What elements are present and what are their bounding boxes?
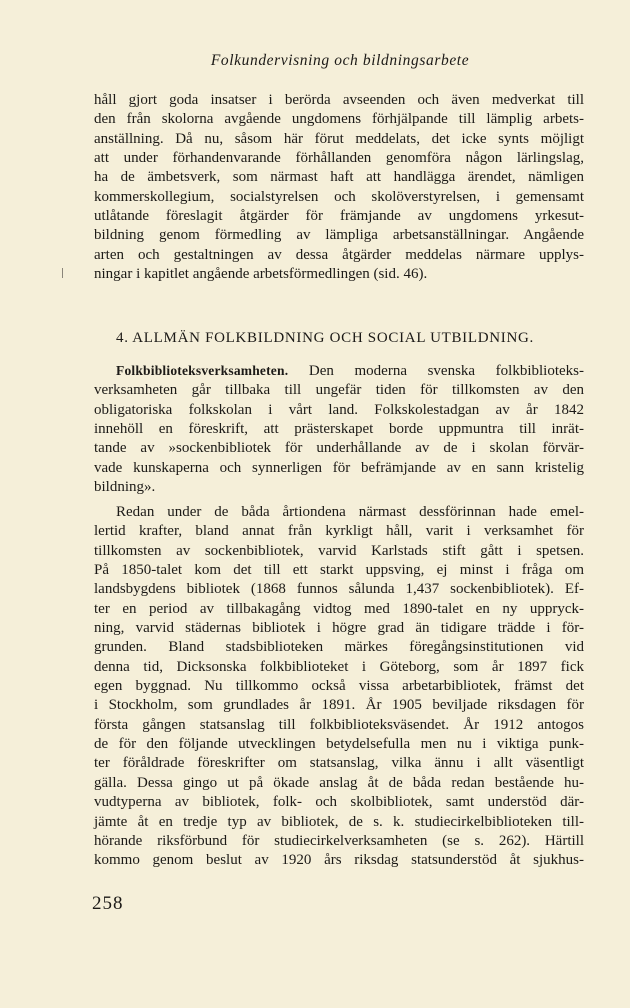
text-line: innehöll en föreskrift, att prästerskapet borde uppmuntra till inrät- [94,421,584,438]
paragraph-2 [94,361,584,497]
text-line: kommo genom beslut av 1920 års riksdag statsunderstöd åt sjukhus- [94,852,584,869]
text-line: verksamheten går tillbaka till ungefär tiden för tillkomsten av den [94,382,584,399]
text-line: kommerskollegium, socialstyrelsen och skolöverstyrelsen, i gemensamt [94,188,584,205]
running-head: Folkundervisning och bildningsarbete [210,52,470,69]
paragraph-lead-heading: Folkbiblioteksverksamheten. [116,363,289,378]
text-line: anställning. Då nu, såsom här förut meddelats, det icke synts möjligt [94,130,584,147]
text-line: ning, varvid städernas bibliotek i högre grad än tidigare trädde i för- [94,620,584,637]
text-line: håll gjort goda insatser i berörda avseenden och även medverkat till [94,92,584,108]
margin-mark [62,268,63,278]
text-line: bildning genom förmedling av lämpliga arbetsanställningar. Angående [94,227,584,244]
text-line: tande av »sockenbibliotek för underhållande av de i skolan förvär- [94,440,584,457]
page-number: 258 [92,893,124,914]
paragraph-3 [94,503,584,871]
text-line: tillkomsten av sockenbibliotek, varvid Karlstads stift gått i spetsen. [94,542,584,559]
text-line: obligatoriska folkskolan i vårt land. Folkskolestadgan av år 1842 [94,401,584,418]
paragraph-1 [94,91,584,284]
text-line: utlåtande föreslagit åtgärder för främjande av ungdomens yrkesut- [94,208,584,225]
text-line: bildning». [94,479,156,496]
text-line: vade kunskaperna och synnerligen för befrämjande av en sann kristelig [94,459,584,476]
text-line: landsbygdens bibliotek (1868 funnos sålunda 1,437 sockenbibliotek). Ef- [94,581,584,598]
text-line [94,361,584,381]
text-line: ningar i kapitlet angående arbetsförmedlingen (sid. 46). [94,266,428,283]
text-line: jämte åt en tredje typ av bibliotek, de s. k. studiecirkelbiblioteken till- [94,813,584,830]
text-line: de för den följande utvecklingen betydelsefulla men nu i viktiga punk- [94,736,584,753]
text-line: i Stockholm, som grundlades år 1891. År 1905 beviljade riksdagen för [94,697,584,714]
text-line: På 1850-talet kom det till ett starkt uppsving, ej minst i fråga om [94,562,584,579]
text-line: ha de ämbetsverk, som närmast haft att handlägga ärendet, nämligen [94,169,584,186]
section-heading: 4. ALLMÄN FOLKBILDNING OCH SOCIAL UTBILDNING. [116,330,535,346]
text-line-rest: Den moderna svenska folkbiblioteks- [308,363,585,379]
text-line: grunden. Bland stadsbiblioteken märkes föregångsinstitutionen vid [94,639,584,656]
text-line: lertid krafter, bland annat från kyrkligt håll, varit i verksamhet för [94,523,584,540]
text-line: gälla. Dessa gingo ut på ökade anslag åt de båda redan bestående hu- [94,774,584,791]
text-line: vudtyperna av bibliotek, folk- och skolbibliotek, samt understöd där- [94,794,584,811]
text-line: arten och gestaltningen av dessa åtgärder meddelas närmare upplys- [94,246,584,263]
text-line: den från skolorna avgående ungdomens förhjälpande till lämplig arbets- [94,111,584,128]
text-line: egen byggnad. Nu tillkommo också vissa arbetarbibliotek, främst det [94,678,584,695]
text-line: Redan under de båda årtiondena närmast dessförinnan hade emel- [116,504,584,520]
text-line: att under förhandenvarande förhållanden genomföra någon lärlingslag, [94,150,584,167]
text-line: hörande riksförbund för studiecirkelverksamheten (se s. 262). Härtill [94,832,584,849]
text-line: denna tid, Dicksonska folkbiblioteket i Göteborg, som år 1897 fick [94,658,584,675]
text-line: ter föråldrade föreskrifter om statsanslag, vilka ännu i allt väsentligt [94,755,584,772]
text-line: första gången statsanslag till folkbiblioteksväsendet. År 1912 antogos [94,716,584,733]
text-line: ter en period av tillbakagång vidtog med 1890-talet en ny uppryck- [94,600,584,617]
